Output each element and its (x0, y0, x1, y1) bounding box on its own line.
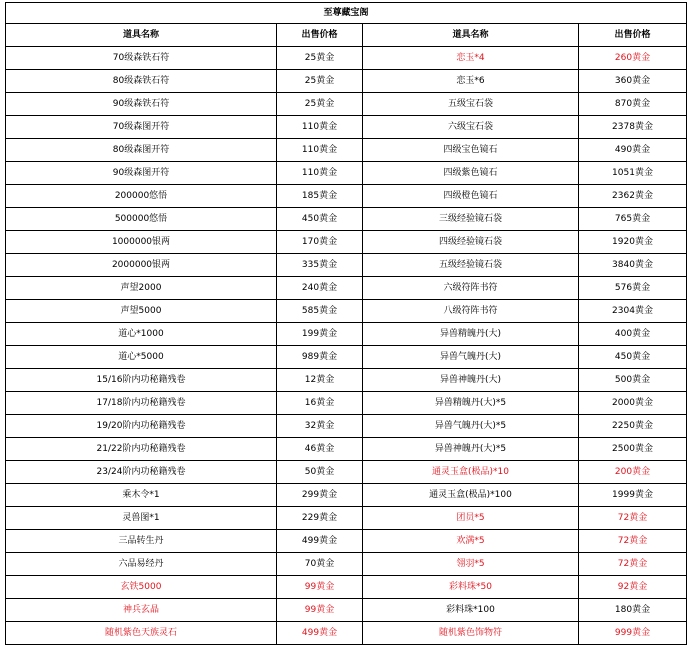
table-row (6, 576, 687, 599)
price-right: 1920黄金 (579, 231, 687, 254)
table-body (6, 47, 687, 645)
price-left: 335黄金 (277, 254, 363, 277)
header-price-left: 出售价格 (277, 24, 363, 47)
item-name-left: 23/24阶内功秘籍残卷 (6, 461, 277, 484)
item-name-right: 翎羽*5 (363, 553, 579, 576)
item-name-left: 灵兽图*1 (6, 507, 277, 530)
table-row (6, 461, 687, 484)
price-right: 72黄金 (579, 530, 687, 553)
price-left: 12黄金 (277, 369, 363, 392)
table-row (6, 346, 687, 369)
item-name-left: 200000悠悟 (6, 185, 277, 208)
item-name-right: 六级符阵书符 (363, 277, 579, 300)
item-name-right: 八级符阵书符 (363, 300, 579, 323)
price-left: 499黄金 (277, 622, 363, 645)
price-right: 1051黄金 (579, 162, 687, 185)
item-name-right: 异兽气魄丹(大) (363, 346, 579, 369)
item-name-right: 三级经验镜石袋 (363, 208, 579, 231)
price-left: 99黄金 (277, 576, 363, 599)
item-name-left: 声望2000 (6, 277, 277, 300)
header-item-name-right: 道具名称 (363, 24, 579, 47)
price-left: 50黄金 (277, 461, 363, 484)
item-name-left: 1000000银两 (6, 231, 277, 254)
item-name-right: 通灵玉盒(极品)*10 (363, 461, 579, 484)
item-name-right: 异兽精魄丹(大)*5 (363, 392, 579, 415)
item-name-left: 声望5000 (6, 300, 277, 323)
table-row (6, 116, 687, 139)
table-row (6, 208, 687, 231)
table-row (6, 507, 687, 530)
item-name-right: 彩料珠*50 (363, 576, 579, 599)
price-right: 200黄金 (579, 461, 687, 484)
price-right: 500黄金 (579, 369, 687, 392)
item-name-left: 六品易经丹 (6, 553, 277, 576)
price-right: 576黄金 (579, 277, 687, 300)
item-name-left: 2000000银两 (6, 254, 277, 277)
item-name-right: 恋玉*6 (363, 70, 579, 93)
item-name-left: 90级森图开符 (6, 162, 277, 185)
table-row (6, 185, 687, 208)
item-name-right: 六级宝石袋 (363, 116, 579, 139)
item-name-left: 70级森图开符 (6, 116, 277, 139)
price-left: 25黄金 (277, 47, 363, 70)
item-name-right: 异兽神魄丹(大) (363, 369, 579, 392)
item-name-left: 15/16阶内功秘籍残卷 (6, 369, 277, 392)
price-left: 110黄金 (277, 139, 363, 162)
item-name-right: 恋玉*4 (363, 47, 579, 70)
price-right: 72黄金 (579, 553, 687, 576)
item-name-right: 五级经验镜石袋 (363, 254, 579, 277)
table-title: 至尊藏宝阁 (6, 3, 687, 24)
price-right: 765黄金 (579, 208, 687, 231)
table-row (6, 530, 687, 553)
price-left: 25黄金 (277, 70, 363, 93)
item-name-right: 彩料珠*100 (363, 599, 579, 622)
price-left: 110黄金 (277, 162, 363, 185)
price-left: 989黄金 (277, 346, 363, 369)
table-row (6, 484, 687, 507)
price-right: 2304黄金 (579, 300, 687, 323)
price-left: 110黄金 (277, 116, 363, 139)
header-item-name-left: 道具名称 (6, 24, 277, 47)
price-left: 70黄金 (277, 553, 363, 576)
price-right: 1999黄金 (579, 484, 687, 507)
item-name-right: 团员*5 (363, 507, 579, 530)
price-right: 180黄金 (579, 599, 687, 622)
table-row (6, 231, 687, 254)
item-name-right: 四级宝色镜石 (363, 139, 579, 162)
price-left: 585黄金 (277, 300, 363, 323)
price-left: 170黄金 (277, 231, 363, 254)
table-row (6, 369, 687, 392)
price-right: 400黄金 (579, 323, 687, 346)
item-name-left: 随机紫色天族灵石 (6, 622, 277, 645)
item-name-left: 乘木令*1 (6, 484, 277, 507)
item-name-left: 道心*1000 (6, 323, 277, 346)
table-row (6, 438, 687, 461)
table-row (6, 415, 687, 438)
item-name-left: 神兵玄晶 (6, 599, 277, 622)
item-name-right: 四级橙色镜石 (363, 185, 579, 208)
item-name-left: 道心*5000 (6, 346, 277, 369)
table-header-row (6, 24, 687, 47)
item-name-right: 五级宝石袋 (363, 93, 579, 116)
price-left: 199黄金 (277, 323, 363, 346)
price-right: 92黄金 (579, 576, 687, 599)
table-row (6, 622, 687, 645)
price-right: 490黄金 (579, 139, 687, 162)
item-name-left: 90级森铁石符 (6, 93, 277, 116)
table-title-row (6, 3, 687, 24)
item-name-right: 通灵玉盒(极品)*100 (363, 484, 579, 507)
price-left: 185黄金 (277, 185, 363, 208)
item-name-left: 80级森图开符 (6, 139, 277, 162)
table-row (6, 553, 687, 576)
price-right: 999黄金 (579, 622, 687, 645)
price-right: 2378黄金 (579, 116, 687, 139)
item-name-left: 500000悠悟 (6, 208, 277, 231)
table-row (6, 254, 687, 277)
item-name-right: 四级经验镜石袋 (363, 231, 579, 254)
item-name-left: 17/18阶内功秘籍残卷 (6, 392, 277, 415)
treasure-table-container (5, 2, 686, 645)
price-right: 2000黄金 (579, 392, 687, 415)
table-row (6, 300, 687, 323)
item-name-right: 异兽神魄丹(大)*5 (363, 438, 579, 461)
price-left: 46黄金 (277, 438, 363, 461)
table-row (6, 162, 687, 185)
price-left: 299黄金 (277, 484, 363, 507)
table-row (6, 47, 687, 70)
price-right: 72黄金 (579, 507, 687, 530)
price-right: 2500黄金 (579, 438, 687, 461)
item-name-right: 异兽精魄丹(大) (363, 323, 579, 346)
table-row (6, 392, 687, 415)
price-right: 870黄金 (579, 93, 687, 116)
header-price-right: 出售价格 (579, 24, 687, 47)
price-right: 450黄金 (579, 346, 687, 369)
table-row (6, 70, 687, 93)
item-name-left: 19/20阶内功秘籍残卷 (6, 415, 277, 438)
price-left: 16黄金 (277, 392, 363, 415)
price-right: 260黄金 (579, 47, 687, 70)
table-row (6, 139, 687, 162)
price-left: 25黄金 (277, 93, 363, 116)
table-row (6, 277, 687, 300)
price-left: 240黄金 (277, 277, 363, 300)
price-left: 229黄金 (277, 507, 363, 530)
price-right: 3840黄金 (579, 254, 687, 277)
item-name-right: 异兽气魄丹(大)*5 (363, 415, 579, 438)
item-name-left: 玄铁5000 (6, 576, 277, 599)
price-left: 99黄金 (277, 599, 363, 622)
item-name-left: 80级森铁石符 (6, 70, 277, 93)
item-name-right: 随机紫色饰物符 (363, 622, 579, 645)
item-name-left: 三品转生丹 (6, 530, 277, 553)
price-left: 499黄金 (277, 530, 363, 553)
table-row (6, 599, 687, 622)
table-row (6, 93, 687, 116)
price-left: 450黄金 (277, 208, 363, 231)
price-right: 360黄金 (579, 70, 687, 93)
price-right: 2250黄金 (579, 415, 687, 438)
item-name-right: 四级紫色镜石 (363, 162, 579, 185)
treasure-price-table (5, 2, 687, 645)
item-name-left: 70级森铁石符 (6, 47, 277, 70)
price-right: 2362黄金 (579, 185, 687, 208)
item-name-left: 21/22阶内功秘籍残卷 (6, 438, 277, 461)
item-name-right: 欢满*5 (363, 530, 579, 553)
price-left: 32黄金 (277, 415, 363, 438)
table-row (6, 323, 687, 346)
